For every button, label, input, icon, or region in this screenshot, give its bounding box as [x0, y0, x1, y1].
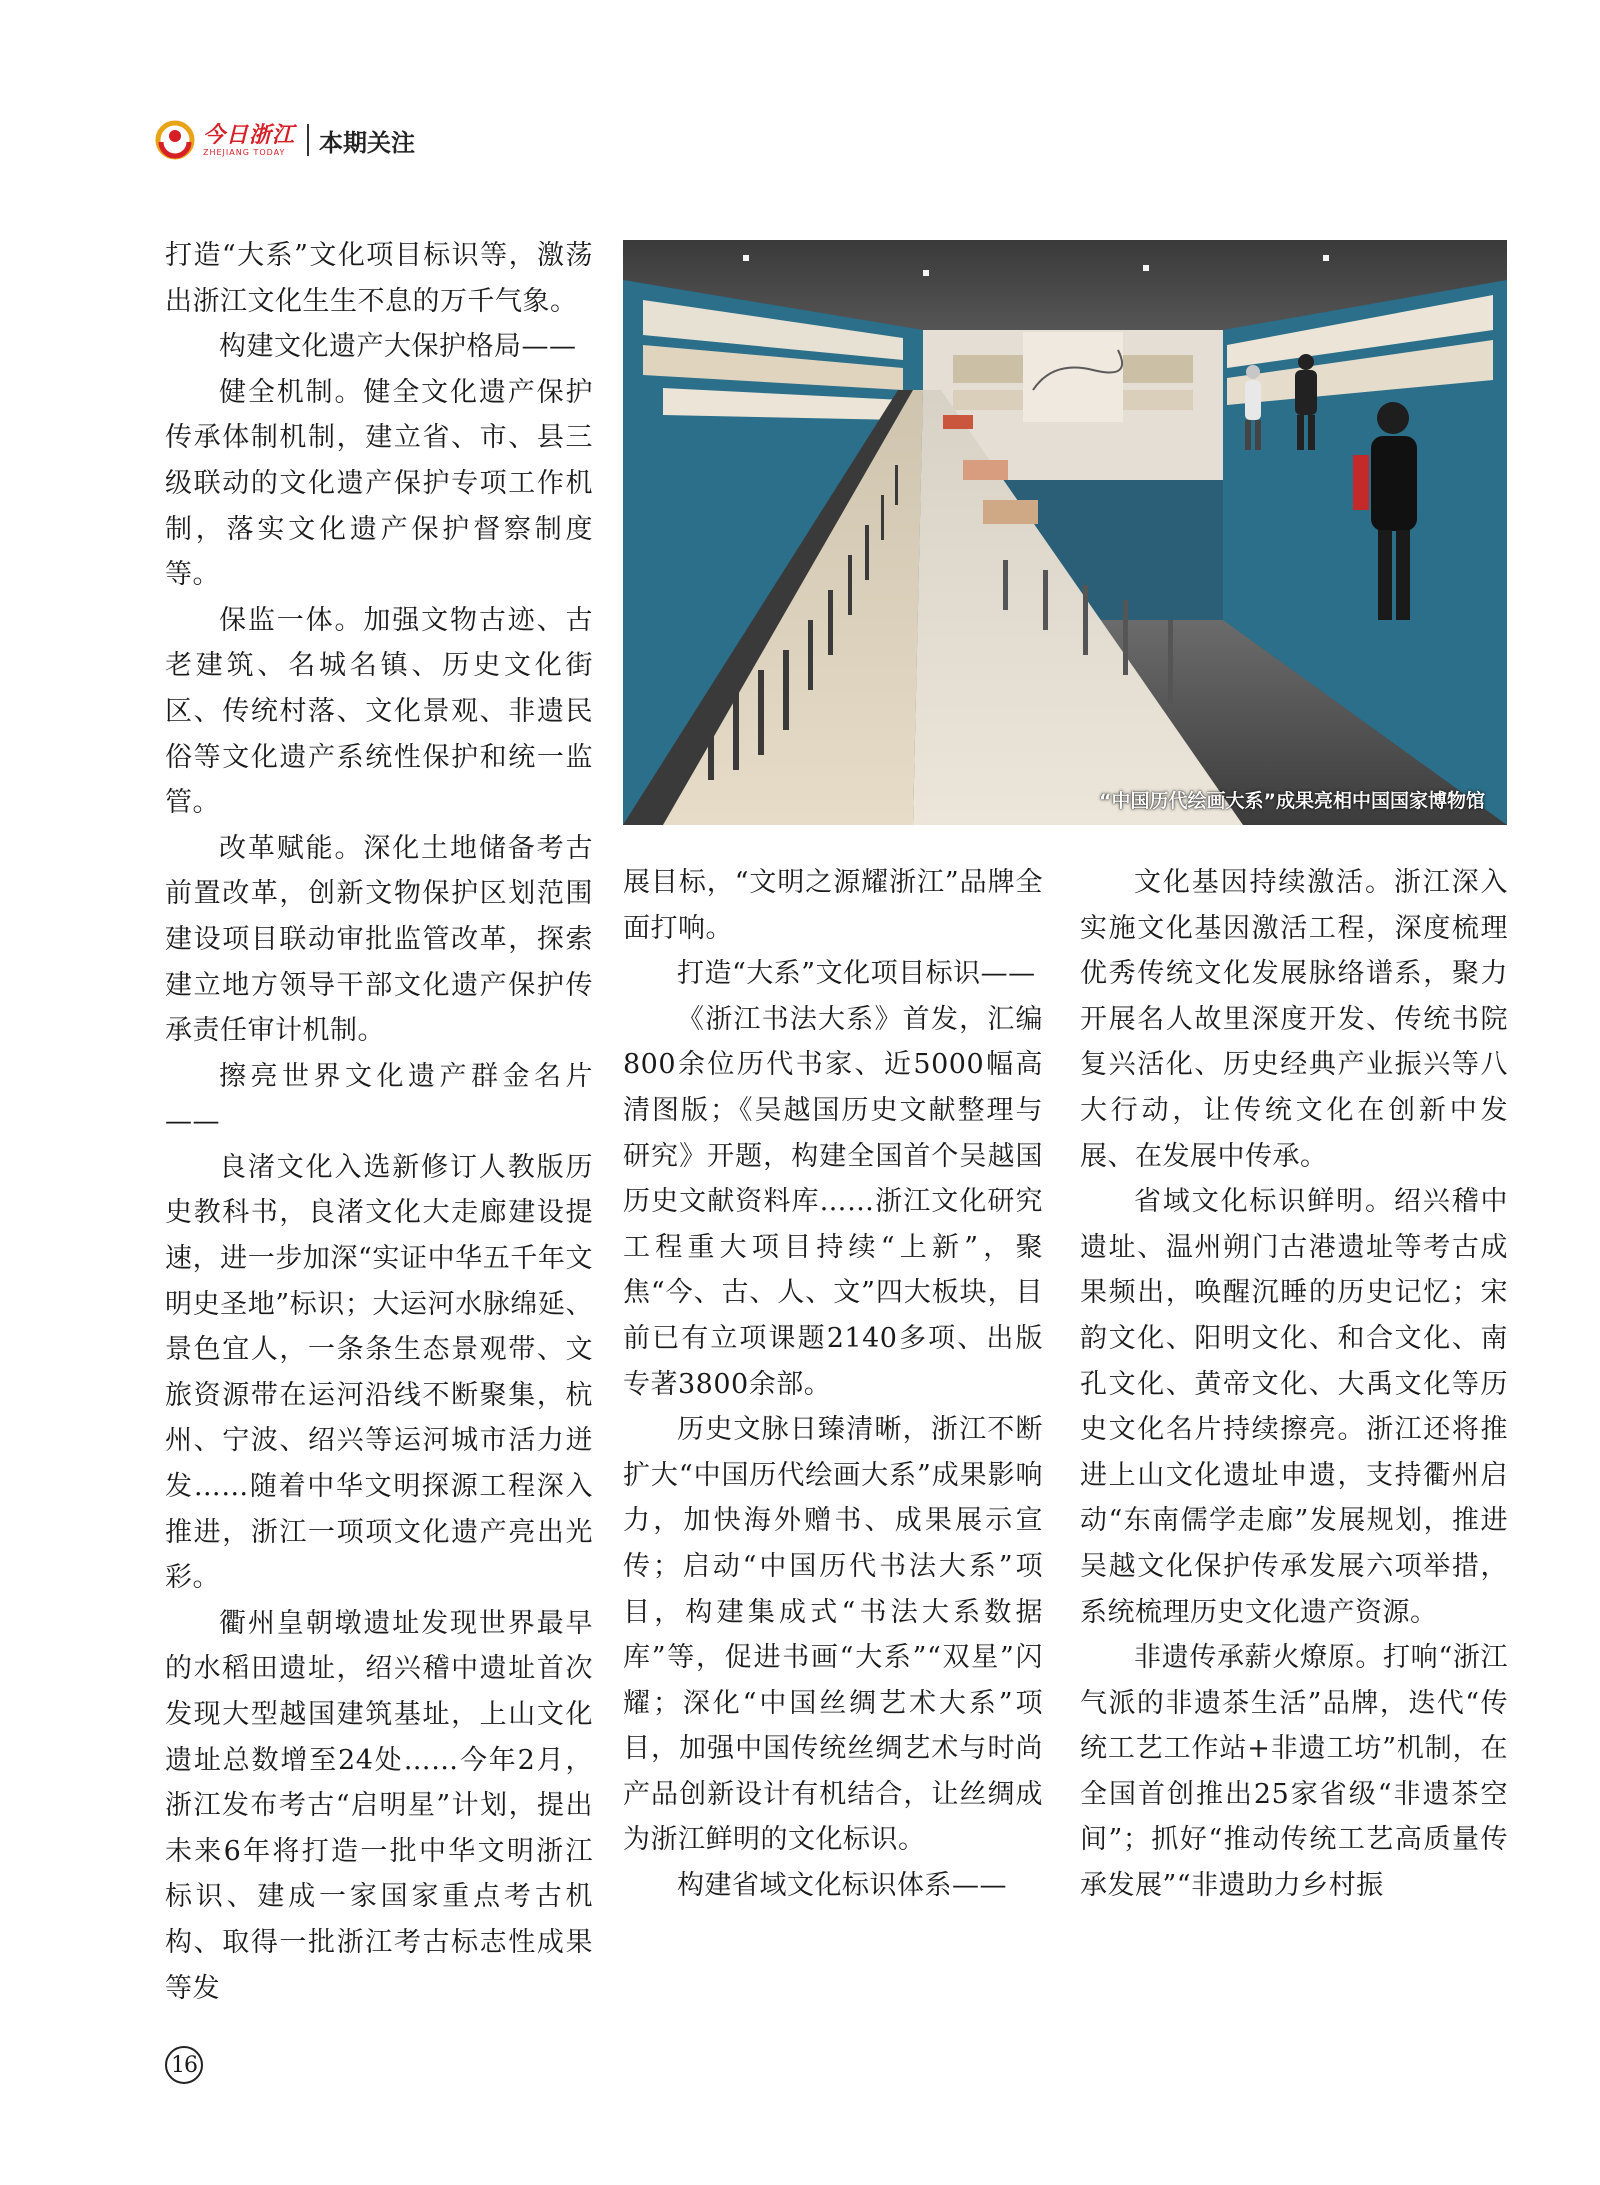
logo-subtitle: ZHEJIANG TODAY [203, 147, 286, 157]
paragraph-heading: 擦亮世界文化遗产群金名片—— [165, 1060, 593, 1138]
logo-icon [155, 120, 195, 160]
paragraph: 健全机制。健全文化遗产保护传承体制机制，建立省、市、县三级联动的文化遗产保护专项工作机制，落实文化遗产保护督察制度等。 [165, 376, 593, 591]
exhibition-hall-illustration [623, 240, 1507, 825]
paragraph: 非遗传承薪火燎原。打响“浙江气派的非遗茶生活”品牌，迭代“传统工艺工作站+非遗工坊”机制，在全国首创推出25家省级“非遗茶空间”；抓好“推动传统工艺高质量传承发展”“非遗助力乡村振 [1080, 1642, 1508, 1902]
paragraph: 历史文脉日臻清晰，浙江不断扩大“中国历代绘画大系”成果影响力，加快海外赠书、成果展示宣传；启动“中国历代书法大系”项目，构建集成式“书法大系数据库”等，促进书画“大系”“双星”闪耀；深化“中国丝绸艺术大系”项目，加强中国传统丝绸艺术与时尚产品创新设计有机结合，让丝绸成为浙江鲜明的文化标识。 [623, 1414, 1043, 1856]
paragraph: 文化基因持续激活。浙江深入实施文化基因激活工程，深度梳理优秀传统文化发展脉络谱系，聚力开展名人故里深度开发、传统书院复兴活化、历史经典产业振兴等八大行动，让传统文化在创新中发展、在发展中传承。 [1080, 867, 1508, 1172]
exhibition-photo [623, 240, 1507, 825]
paragraph: 良渚文化入选新修订人教版历史教科书，良渚文化大走廊建设提速，进一步加深“实证中华五千年文明史圣地”标识；大运河水脉绵延、景色宜人，一条条生态景观带、文旅资源带在运河沿线不断聚集，杭州、宁波、绍兴等运河城市活力迸发……随着中华文明探源工程深入推进，浙江一项项文化遗产亮出光彩。 [165, 1151, 593, 1594]
paragraph: 打造“大系”文化项目标识等，激荡出浙江文化生生不息的万千气象。 [165, 240, 593, 317]
paragraph: 展目标，“文明之源耀浙江”品牌全面打响。 [623, 867, 1043, 944]
paragraph: 省域文化标识鲜明。绍兴稽中遗址、温州朔门古港遗址等考古成果频出，唤醒沉睡的历史记忆；宋韵文化、阳明文化、和合文化、南孔文化、黄帝文化、大禹文化等历史文化名片持续擦亮。浙江还将推进上山文化遗址申遗，支持衢州启动“东南儒学走廊”发展规划，推进吴越文化保护传承发展六项举措，系统梳理历史文化遗产资源。 [1080, 1186, 1508, 1628]
paragraph: 改革赋能。深化土地储备考古前置改革，创新文物保护区划范围建设项目联动审批监管改革，探索建立地方领导干部文化遗产保护传承责任审计机制。 [165, 832, 593, 1047]
page-number: 16 [165, 2046, 203, 2084]
magazine-logo [203, 121, 296, 157]
paragraph: 《浙江书法大系》首发，汇编800余位历代书家、近5000幅高清图版；《吴越国历史文献整理与研究》开题，构建全国首个吴越国历史文献资料库……浙江文化研究工程重大项目持续“上新”，聚焦“今、古、人、文”四大板块，目前已有立项课题2140多项、出版专著3800余部。 [623, 1003, 1043, 1400]
paragraph: 衢州皇朝墩遗址发现世界最早的水稻田遗址，绍兴稽中遗址首次发现大型越国建筑基址，上山文化遗址总数增至24处……今年2月，浙江发布考古“启明星”计划，提出未来6年将打造一批中华文明浙江标识、建成一家国家重点考古机构、取得一批浙江考古标志性成果等发 [165, 1607, 593, 2004]
paragraph-heading: 构建文化遗产大保护格局—— [219, 331, 577, 363]
page-header [155, 115, 415, 165]
text-column-3 [1080, 860, 1508, 1909]
logo-text: 今日浙江 [203, 121, 296, 148]
photo-caption: “中国历代绘画大系”成果亮相中国国家博物馆 [1099, 790, 1485, 812]
header-divider [307, 124, 309, 156]
paragraph-heading: 构建省域文化标识体系—— [677, 1870, 1007, 1902]
paragraph: 保监一体。加强文物古迹、古老建筑、名城名镇、历史文化街区、传统村落、文化景观、非遗民俗等文化遗产系统性保护和统一监管。 [165, 604, 593, 819]
text-column-2 [623, 860, 1043, 1909]
text-column-1 [165, 233, 593, 2011]
paragraph-heading: 打造“大系”文化项目标识—— [677, 958, 1036, 990]
section-title: 本期关注 [319, 128, 416, 157]
